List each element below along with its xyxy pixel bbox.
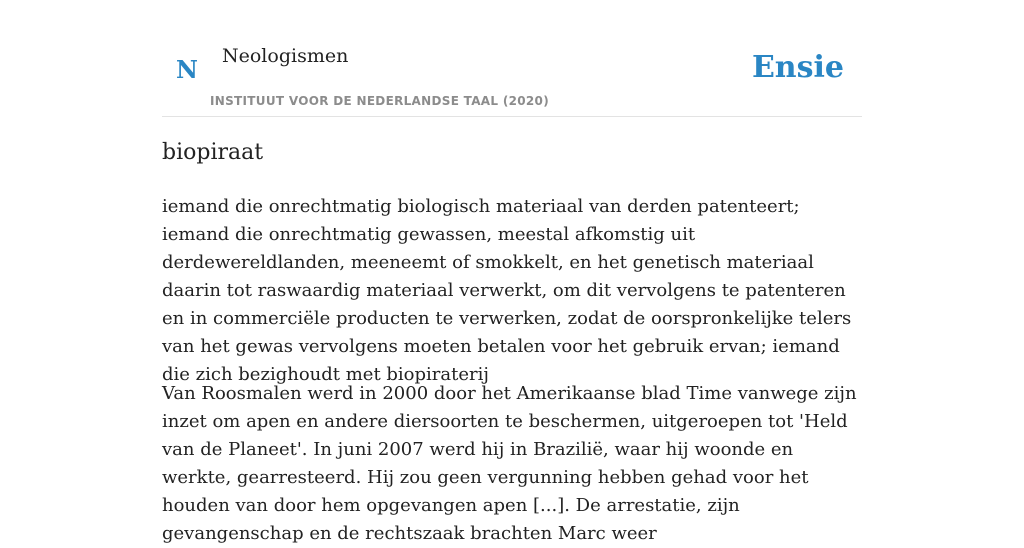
ensie-logo[interactable]: Ensie <box>751 50 844 85</box>
source-letter-logo: N <box>176 55 198 84</box>
definition-text: iemand die onrechtmatig biologisch materiaal van derden patenteert; iemand die onrechtmatig gewassen, meestal afkomstig uit derdewereldlanden, meeneemt of smokkelt, en het genetisch materiaal daarin tot raswaardig materiaal verwerkt, om dit vervolgens te patenteren en in commerciële producten te verwerken, zodat de oorspronkelijke telers van het gewas vervolgens moeten betalen voor het gebruik ervan; iemand die zich bezighoudt met biopiraterij <box>162 196 852 385</box>
headword: biopiraat <box>162 140 264 165</box>
source-publisher: INSTITUUT VOOR DE NEDERLANDSE TAAL (2020) <box>210 94 549 108</box>
source-title[interactable]: Neologismen <box>222 45 349 67</box>
example-text: Van Roosmalen werd in 2000 door het Amerikaanse blad Time vanwege zijn inzet om apen en andere diersoorten te beschermen, uitgeroepen tot 'Held van de Planeet'. In juni 2007 werd hij in Brazilië, waar hij woonde en werkte, gearresteerd. Hij zou geen vergunning hebben gehad voor het houden van door hem opgevangen apen [...]. De arrestatie, zijn gevangenschap en de rechtszaak brachten Marc weer <box>162 383 857 544</box>
entry-card <box>162 0 862 544</box>
source-header <box>162 0 862 117</box>
